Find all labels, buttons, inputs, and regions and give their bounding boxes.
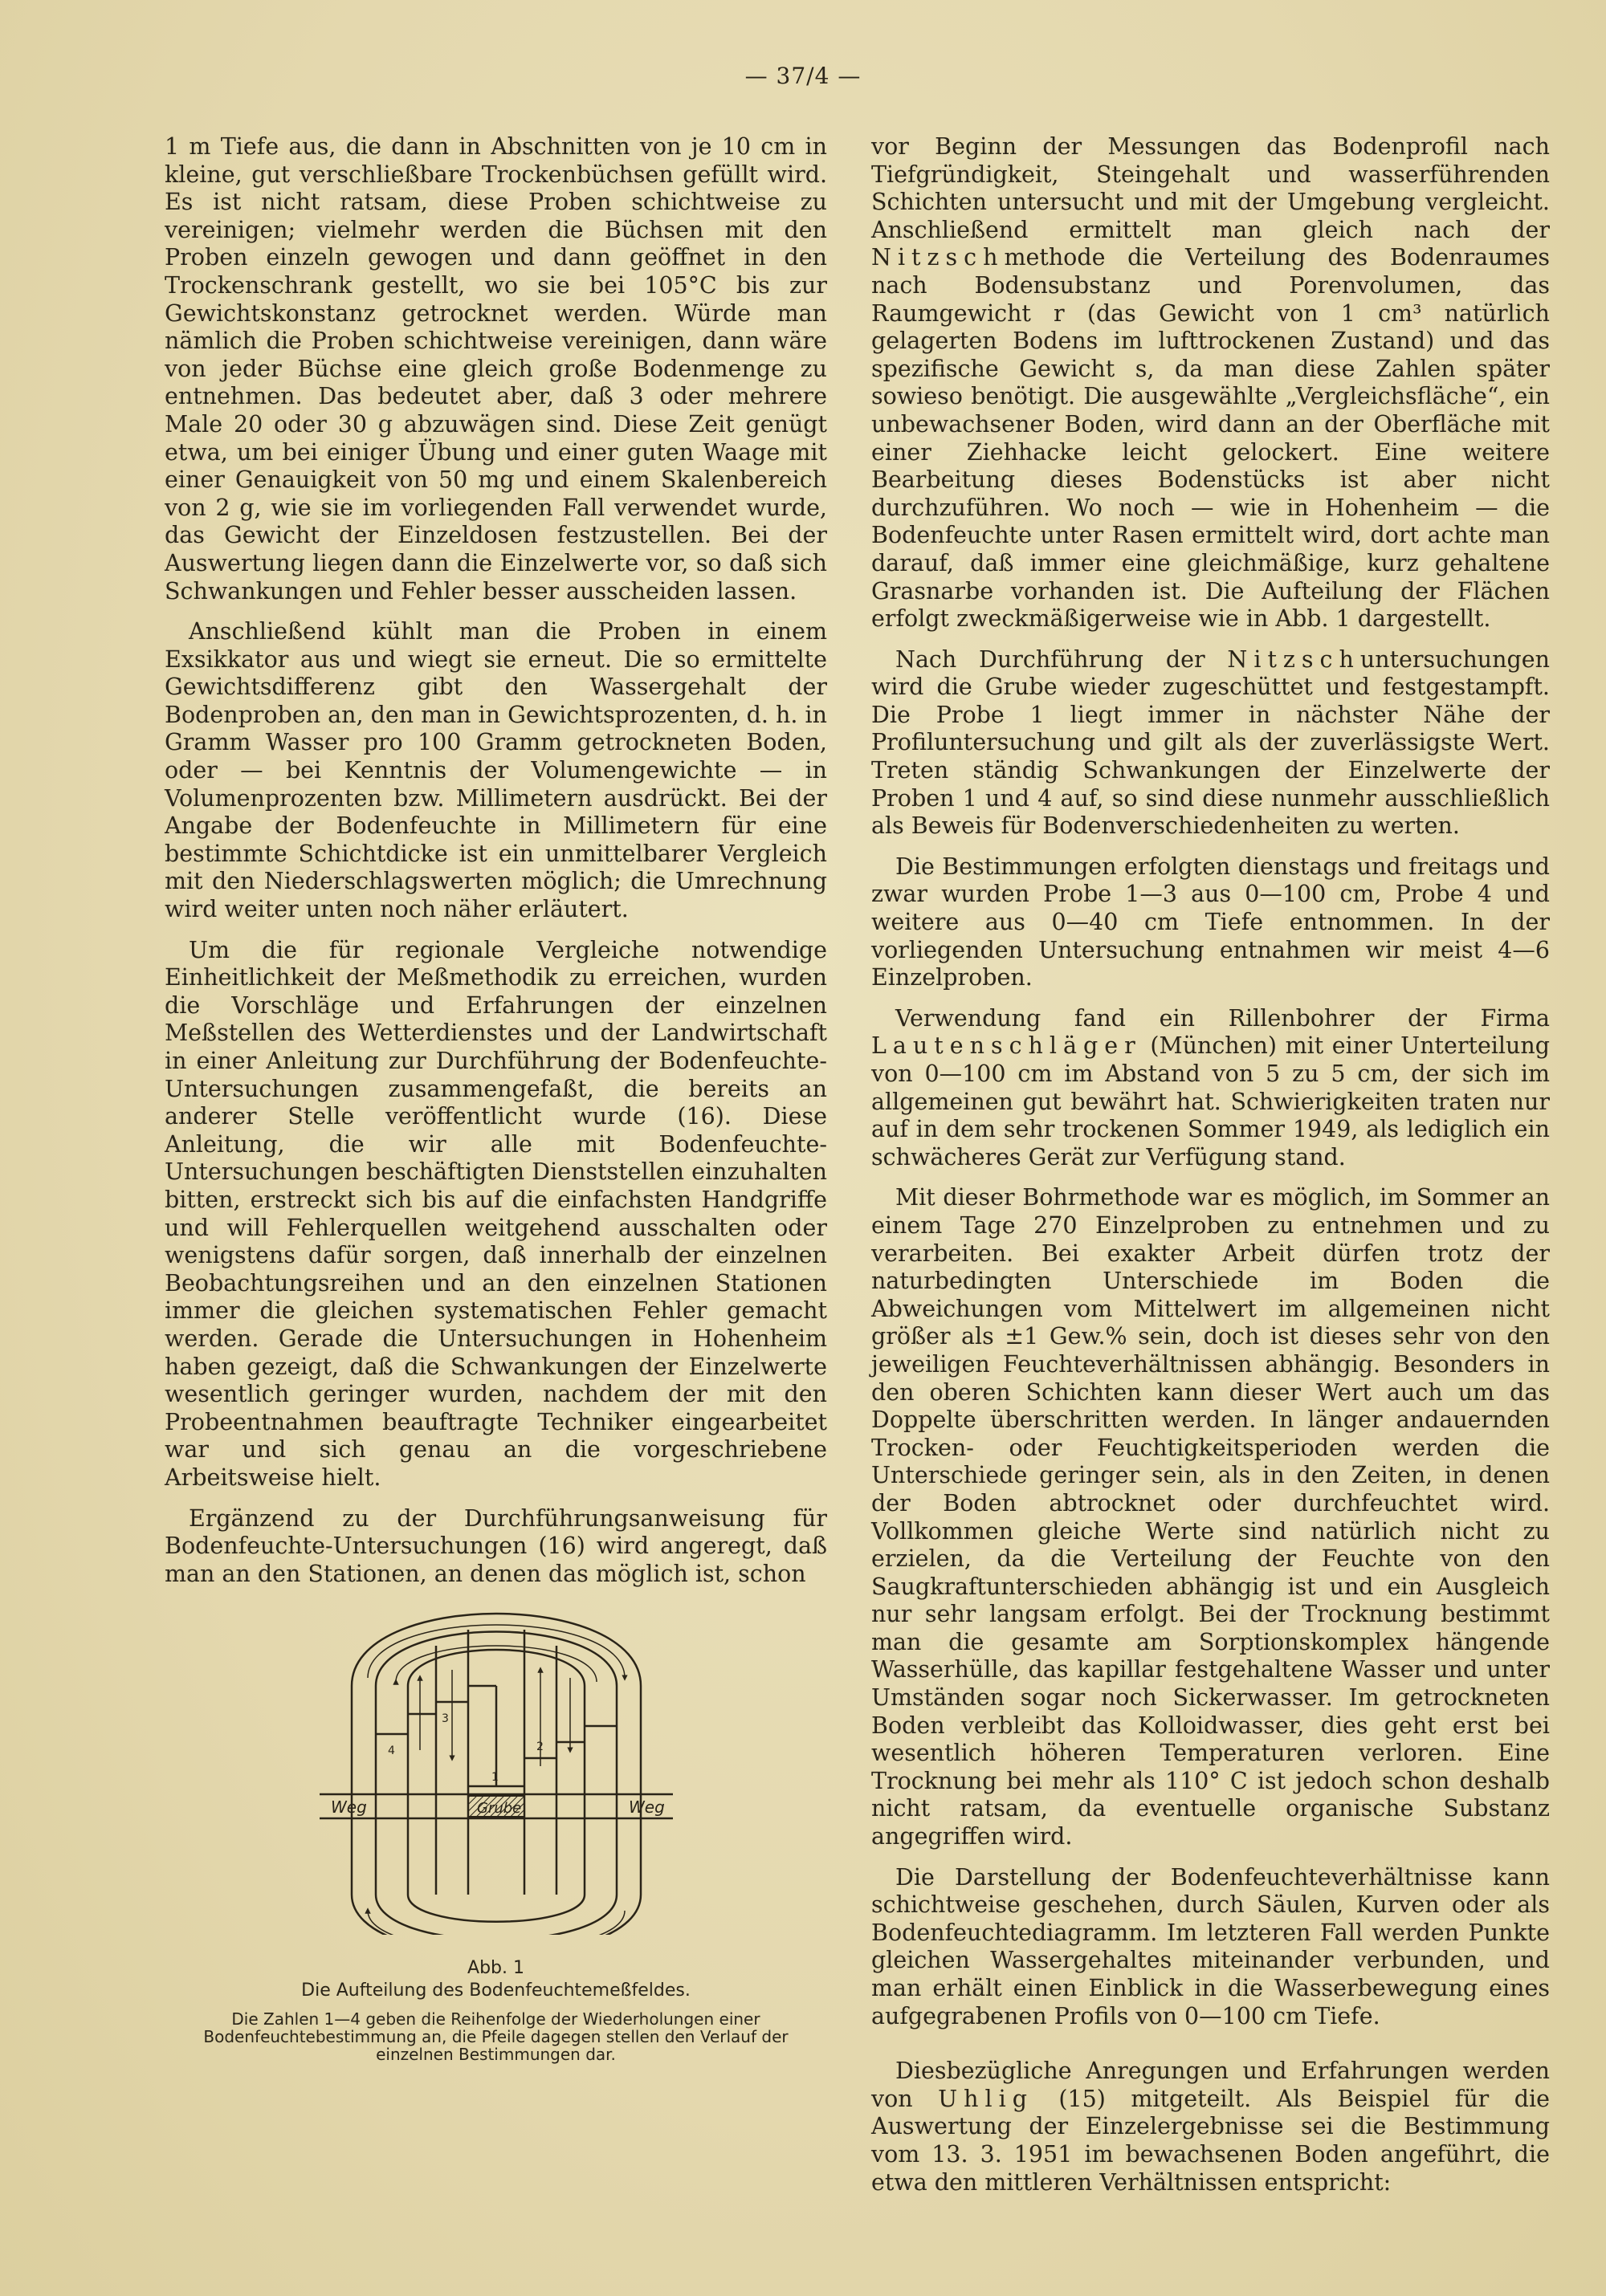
caption-number: Abb. 1 <box>467 1958 524 1978</box>
paragraph: Verwendung fand ein Rillenbohrer der Firma Lautenschläger (München) mit einer Unterteilung von 0—100 cm im Abstand von 5 zu 5 cm, der sich im allgemeinen gut bewährt hat. Schwierigkeiten traten nur auf in dem sehr trockenen Sommer 1949, als lediglich ein schwächeres Gerät zur Verfügung stand. <box>871 1004 1550 1170</box>
figure-caption <box>165 1959 827 2063</box>
paragraph: Die Bestimmungen erfolgten dienstags und freitags und zwar wurden Probe 1—3 aus 0—100 cm, Probe 4 und weitere aus 0—40 cm Tiefe entnommen. In der vorliegenden Untersuchung entnahmen wir meist 4—6 Einzelproben. <box>871 853 1550 991</box>
label-weg-right: Weg <box>628 1797 665 1817</box>
arc-inner-top <box>408 1650 585 1686</box>
label-number-2: 2 <box>536 1740 544 1753</box>
arc-middle-top <box>376 1632 617 1687</box>
label-grube: Grube <box>476 1800 521 1817</box>
right-column <box>871 133 1550 2196</box>
author-name: Uhlig <box>938 2085 1033 2112</box>
caption-note: Die Zahlen 1—4 geben die Reihenfolge der Wiederholungen einer Bodenfeuchtebestimmung an, die Pfeile dagegen stellen den Verlauf der einzelnen Bestimmungen dar. <box>203 2009 789 2064</box>
label-weg-left: Weg <box>330 1797 367 1817</box>
field-layout-diagram <box>320 1557 673 1935</box>
arc-outer-bottom <box>352 1895 641 1935</box>
author-name: Nitzsch <box>871 244 1005 271</box>
company-name: Lautenschläger <box>871 1032 1142 1060</box>
paragraph: Die Darstellung der Bodenfeuchteverhältnisse kann schichtweise geschehen, durch Säulen, Kurven oder als Bodenfeuchtediagramm. Im letzteren Fall werden Punkte gleichen Wassergehaltes miteinander verbunden, und man erhält einen Einblick in die Wasserbewegung eines aufgegrabenen Profils von 0—100 cm Tiefe. <box>871 1863 1550 2029</box>
label-number-3: 3 <box>441 1712 449 1725</box>
paragraph: Anschließend kühlt man die Proben in einem Exsikkator aus und wiegt sie erneut. Die so ermittelte Gewichtsdifferenz gibt den Wassergehalt der Bodenproben an, den man in Gewichtsprozenten, d. h. in Gramm Wasser pro 100 Gramm getrockneten Boden, oder — bei Kenntnis der Volumengewichte — in Volumenprozenten bzw. Millimetern ausdrückt. Bei der Angabe der Bodenfeuchte in Millimetern für eine bestimmte Schichtdicke ist ein unmittelbarer Vergleich mit den Niederschlagswerten möglich; die Umrechnung wird weiter unten noch näher erläutert. <box>165 618 827 923</box>
paragraph: Mit dieser Bohrmethode war es möglich, im Sommer an einem Tage 270 Einzelproben zu entnehmen und zu verarbeiten. Bei exakter Arbeit dürfen trotz der naturbedingten Unterschiede im Boden die Abweichungen vom Mittelwert im allgemeinen nicht größer als ±1 Gew.% sein, doch ist dieses sehr von den jeweiligen Feuchteverhältnissen abhängig. Besonders in den oberen Schichten kann dieser Wert auch um das Doppelte überschritten werden. In länger andauernden Trocken- oder Feuchtigkeitsperioden werden die Unterschiede geringer sein, als in den Zeiten, in denen der Boden abtrocknet oder durchfeuchtet wird. Vollkommen gleiche Werte sind natürlich nicht zu erzielen, da die Verteilung der Feuchte von den Saugkraftunterschieden abhängig ist und ein Ausgleich nur sehr langsam erfolgt. Bei der Trocknung bestimmt man die gesamte am Sorptionskomplex hängende Wasserhülle, das kapillar festgehaltene Wasser und unter Umständen sogar noch Sickerwasser. Im getrockneten Boden verbleibt das Kolloidwasser, dies geht erst bei wesentlich höheren Temperaturen verloren. Eine Trocknung bei mehr als 110° C ist jedoch schon deshalb nicht ratsam, da eventuelle organische Substanz angegriffen wird. <box>871 1184 1550 1850</box>
paragraph: 1 m Tiefe aus, die dann in Abschnitten von je 10 cm in kleine, gut verschließbare Trockenbüchsen gefüllt wird. Es ist nicht ratsam, diese Proben schichtweise zu vereinigen; vielmehr werden die Büchsen mit den Proben einzeln gewogen und dann geöffnet in den Trockenschrank gestellt, wo sie bei 105°C bis zur Gewichtskonstanz getrocknet werden. Würde man nämlich die Proben schichtweise vereinigen, dann wäre von jeder Büchse eine gleich große Bodenmenge zu entnehmen. Das bedeutet aber, daß 3 oder mehrere Male 20 oder 30 g abzuwägen sind. Diese Zeit genügt etwa, um bei einiger Übung und einer guten Waage mit einer Genauigkeit von 50 mg und einem Skalenbereich von 2 g, wie sie im vorliegenden Fall verwendet wurde, das Gewicht der Einzeldosen festzustellen. Bei der Auswertung liegen dann die Einzelwerte vor, so daß sich Schwankungen und Fehler besser ausscheiden lassen. <box>165 133 827 605</box>
figure-measurement-field <box>165 1557 827 2063</box>
left-column <box>165 133 827 1588</box>
author-name: Nitzsch <box>1227 645 1360 673</box>
label-number-4: 4 <box>387 1744 395 1757</box>
paragraph: Diesbezügliche Anregungen und Erfahrungen werden von Uhlig (15) mitgeteilt. Als Beispiel für die Auswertung der Einzelergebnisse sei die Bestimmung vom 13. 3. 1951 im bewachsenen Boden angeführt, die etwa den mittleren Verhältnissen entspricht: <box>871 2058 1550 2196</box>
paragraph: Nach Durchführung der Nitzschuntersuchungen wird die Grube wieder zugeschüttet und festgestampft. Die Probe 1 liegt immer in nächster Nähe der Profiluntersuchung und gilt als der zuverlässigste Wert. Treten ständig Schwankungen der Einzelwerte der Proben 1 und 4 auf, so sind diese nunmehr ausschließlich als Beweis für Bodenverschiedenheiten zu werten. <box>871 645 1550 840</box>
paragraph: vor Beginn der Messungen das Bodenprofil nach Tiefgründigkeit, Steingehalt und wasserführenden Schichten untersucht und mit der Umgebung vergleicht. Anschließend ermittelt man gleich nach der Nitzschmethode die Verteilung des Bodenraumes nach Bodensubstanz und Porenvolumen, das Raumgewicht r (das Gewicht von 1 cm³ natürlich gelagerten Bodens im lufttrockenen Zustand) und das spezifische Gewicht s, da man diese Zahlen später sowieso benötigt. Die ausgewählte „Vergleichsfläche“, ein unbewachsener Boden, wird dann an der Oberfläche mit einer Ziehhacke leicht gelockert. Eine weitere Bearbeitung dieses Bodenstücks ist aber nicht durchzuführen. Wo noch — wie in Hohenheim — die Bodenfeuchte unter Rasen ermittelt wird, dort achte man darauf, daß immer eine gleichmäßige, kurz gehaltene Grasnarbe vorhanden ist. Die Aufteilung der Flächen erfolgt zweckmäßigerweise wie in Abb. 1 dargestellt. <box>871 133 1550 633</box>
paragraph: Um die für regionale Vergleiche notwendige Einheitlichkeit der Meßmethodik zu erreichen, wurden die Vorschläge und Erfahrungen der einzelnen Meßstellen des Wetterdienstes und der Landwirtschaft in einer Anleitung zur Durchführung der Bodenfeuchte-Untersuchungen zusammengefaßt, die bereits an anderer Stelle veröffentlicht wurde (16). Diese Anleitung, die wir alle mit Bodenfeuchte-Untersuchungen beschäftigten Dienststellen einzuhalten bitten, erstreckt sich bis auf die einfachsten Handgriffe und will Fehlerquellen weitgehend ausschalten oder wenigstens dafür sorgen, daß innerhalb der einzelnen Beobachtungsreihen und an den einzelnen Stationen immer die gleichen systematischen Fehler gemacht werden. Gerade die Untersuchungen in Hohenheim haben gezeigt, daß die Schwankungen der Einzelwerte wesentlich geringer wurden, nachdem der mit den Probeentnahmen beauftragte Techniker eingearbeitet war und sich genau an die vorgeschriebene Arbeitsweise hielt. <box>165 936 827 1491</box>
page-number: — 37/4 — <box>744 63 862 89</box>
caption-title: Die Aufteilung des Bodenfeuchtemeßfeldes. <box>301 1981 691 2001</box>
label-number-1: 1 <box>491 1771 499 1784</box>
paragraph: Ergänzend zu der Durchführungsanweisung für Bodenfeuchte-Untersuchungen (16) wird angeregt, daß man an den Stationen, an denen das möglich ist, schon <box>165 1504 827 1587</box>
